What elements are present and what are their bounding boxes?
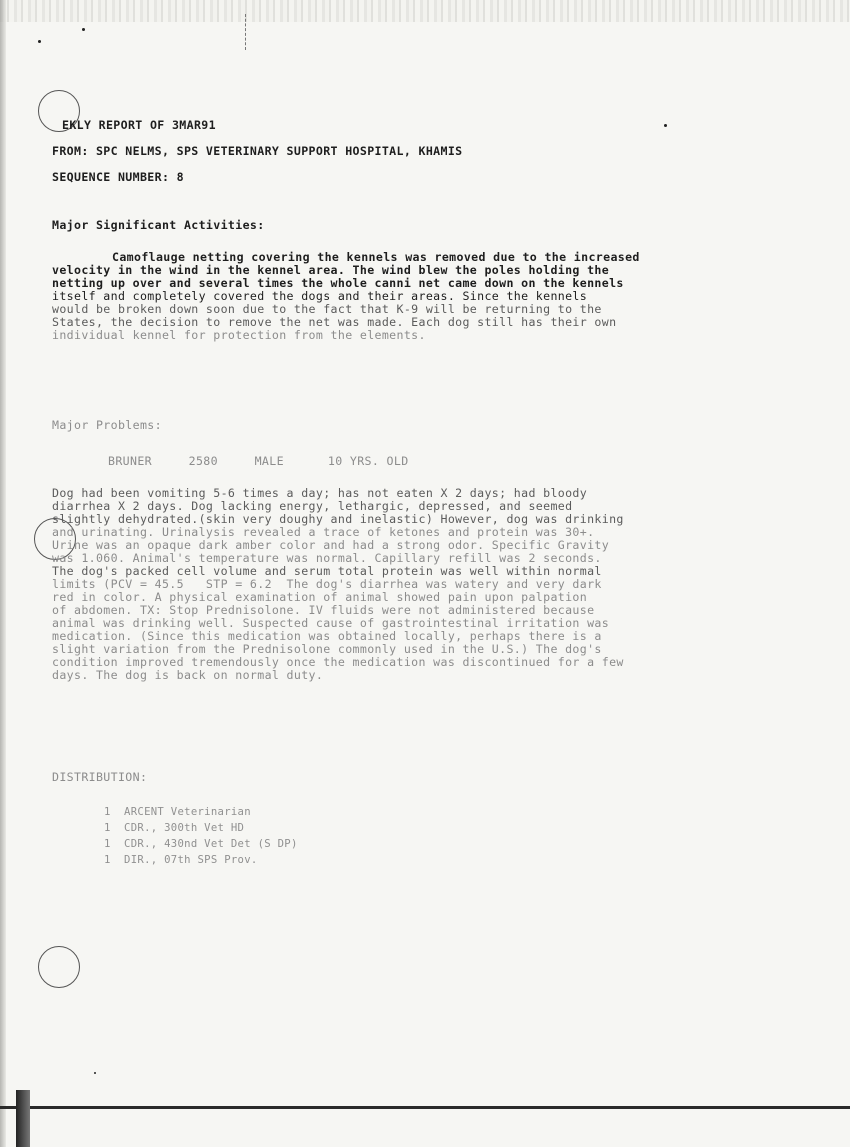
problems-line: Dog had been vomiting 5-6 times a day; has not eaten X 2 days; had bloody — [52, 486, 588, 500]
problems-line: of abdomen. TX: Stop Prednisolone. IV fluids were not administered because — [52, 603, 595, 617]
sequence-number: SEQUENCE NUMBER: 8 — [52, 170, 184, 184]
activities-line: itself and completely covered the dogs and their areas. Since the kennels — [52, 289, 588, 303]
scan-left-edge — [0, 0, 6, 1147]
problems-line: days. The dog is back on normal duty. — [52, 668, 324, 682]
problems-line: slightly dehydrated.(skin very doughy and inelastic) However, dog was drinking — [52, 512, 624, 526]
report-title: EKLY REPORT OF 3MAR91 — [62, 118, 216, 132]
problems-line: red in color. A physical examination of animal showed pain upon palpation — [52, 590, 588, 604]
problems-line: animal was drinking well. Suspected cause of gastrointestinal irritation was — [52, 616, 610, 630]
scan-speck — [82, 28, 85, 31]
problems-heading: Major Problems: — [52, 418, 162, 432]
problems-line: medication. (Since this medication was obtained locally, perhaps there is a — [52, 629, 602, 643]
problems-line: diarrhea X 2 days. Dog lacking energy, lethargic, depressed, and seemed — [52, 499, 573, 513]
activities-line: States, the decision to remove the net was made. Each dog still has their own — [52, 315, 617, 329]
dog-info-line: BRUNER 2580 MALE 10 YRS. OLD — [108, 454, 409, 468]
scan-noise-band — [0, 0, 850, 22]
activities-line: individual kennel for protection from the elements. — [52, 328, 426, 342]
distribution-item: 1 ARCENT Veterinarian — [104, 806, 251, 818]
problems-line: slight variation from the Prednisolone commonly used in the U.S.) The dog's — [52, 642, 602, 656]
distribution-item: 1 CDR., 300th Vet HD — [104, 822, 245, 834]
problems-line: The dog's packed cell volume and serum total protein was well within normal — [52, 564, 602, 578]
distribution-heading: DISTRIBUTION: — [52, 770, 148, 784]
problems-line: Urine was an opaque dark amber color and had a strong odor. Specific Gravity — [52, 538, 610, 552]
activities-line: netting up over and several times the whole canni net came down on the kennels — [52, 276, 624, 290]
problems-line: and urinating. Urinalysis revealed a trace of ketones and protein was 30+. — [52, 525, 595, 539]
scan-speck — [664, 124, 667, 127]
distribution-item: 1 CDR., 430nd Vet Det (S DP) — [104, 838, 298, 850]
activities-line: would be broken down soon due to the fact that K-9 will be returning to the — [52, 302, 602, 316]
activities-heading: Major Significant Activities: — [52, 218, 265, 232]
scan-dash-mark — [245, 14, 247, 50]
scan-speck — [94, 1072, 96, 1074]
distribution-item: 1 DIR., 07th SPS Prov. — [104, 854, 258, 866]
scan-speck — [38, 40, 41, 43]
scan-bottom-shadow — [16, 1090, 30, 1147]
punch-hole-bottom — [38, 946, 80, 988]
problems-line: condition improved tremendously once the medication was discontinued for a few — [52, 655, 624, 669]
page-bottom-edge — [0, 1106, 850, 1109]
problems-line: was 1.060. Animal's temperature was normal. Capillary refill was 2 seconds. — [52, 551, 602, 565]
activities-line: velocity in the wind in the kennel area. The wind blew the poles holding the — [52, 263, 610, 277]
activities-line: Camoflauge netting covering the kennels was removed due to the increased — [112, 250, 640, 264]
report-from: FROM: SPC NELMS, SPS VETERINARY SUPPORT HOSPITAL, KHAMIS — [52, 144, 463, 158]
problems-line: limits (PCV = 45.5 STP = 6.2 The dog's diarrhea was watery and very dark — [52, 577, 602, 591]
